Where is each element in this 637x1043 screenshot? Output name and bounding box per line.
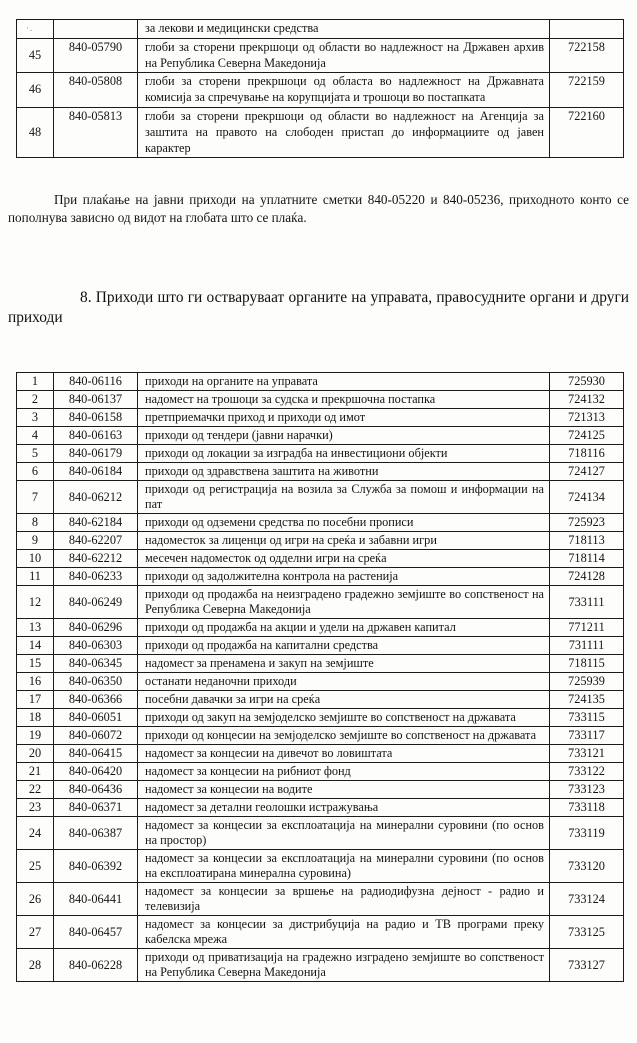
row-number-cell: 25 <box>17 850 54 883</box>
table-row <box>17 916 624 949</box>
table-row <box>17 655 624 673</box>
revenue-code-cell: 733121 <box>550 745 624 763</box>
account-number-cell: 840-06366 <box>54 691 138 709</box>
revenue-code-cell: 718116 <box>550 445 624 463</box>
revenue-code-cell: 724125 <box>550 427 624 445</box>
description-cell: приходи од регистрација на возила за Служба за помош и информации на пат <box>138 481 550 514</box>
account-number-cell: 840-06303 <box>54 637 138 655</box>
account-number-cell: 840-06072 <box>54 727 138 745</box>
description-cell: посебни давачки за игри на среќа <box>138 691 550 709</box>
row-number-cell: 15 <box>17 655 54 673</box>
description-cell: глоби за сторени прекршоци од области во надлежност на Државен архив на Република Северна Македонија <box>138 38 550 73</box>
revenue-code-cell: 722160 <box>550 107 624 157</box>
table-row <box>17 481 624 514</box>
account-number-cell: 840-06350 <box>54 673 138 691</box>
table-row <box>17 73 624 108</box>
table-row <box>17 38 624 73</box>
description-cell: приходи од здравствена заштита на животни <box>138 463 550 481</box>
row-number-cell: 21 <box>17 763 54 781</box>
table-row <box>17 745 624 763</box>
section-heading: 8. Приходи што ги остваруваат органите на управата, правосудните органи и други приходи <box>8 289 629 326</box>
description-cell: надомест за детални геолошки истражувања <box>138 799 550 817</box>
account-number-cell: 840-05808 <box>54 73 138 108</box>
row-number-cell: 22 <box>17 781 54 799</box>
table-row <box>17 391 624 409</box>
row-number-cell: 7 <box>17 481 54 514</box>
fines-table-body <box>17 20 624 158</box>
description-cell: месечен надоместок од одделни игри на среќа <box>138 550 550 568</box>
revenue-code-cell: 718114 <box>550 550 624 568</box>
row-number-cell: 4 <box>17 427 54 445</box>
revenue-code-cell: 733123 <box>550 781 624 799</box>
revenue-code-cell: 733125 <box>550 916 624 949</box>
account-number-cell: 840-06137 <box>54 391 138 409</box>
account-number-cell: 840-62207 <box>54 532 138 550</box>
row-number-cell: 27 <box>17 916 54 949</box>
description-cell: надомест за концесии за експлоатација на минерални суровини (по основ на простор) <box>138 817 550 850</box>
scan-artifact: ·. <box>26 23 34 33</box>
description-cell: приходи од концесии на земјоделско земјиште во сопственост на државата <box>138 727 550 745</box>
revenue-code-cell: 724135 <box>550 691 624 709</box>
account-number-cell: 840-06387 <box>54 817 138 850</box>
account-number-cell <box>54 20 138 39</box>
description-cell: претприемачки приход и приходи од имот <box>138 409 550 427</box>
description-cell: глоби за сторени прекршоци од областа во надлежност на Државната комисија за спречување на корупцијата и трошоци во постапката <box>138 73 550 108</box>
account-number-cell: 840-06179 <box>54 445 138 463</box>
revenue-code-cell: 733127 <box>550 949 624 982</box>
revenue-code-cell: 722159 <box>550 73 624 108</box>
row-number-cell: 48 <box>17 107 54 157</box>
account-number-cell: 840-06296 <box>54 619 138 637</box>
row-number-cell: 12 <box>17 586 54 619</box>
account-number-cell: 840-06158 <box>54 409 138 427</box>
row-number-cell <box>17 20 54 39</box>
description-cell: надомест за концесии на водите <box>138 781 550 799</box>
revenue-code-cell: 722158 <box>550 38 624 73</box>
description-cell: надомест за концесии на дивечот во ловиштата <box>138 745 550 763</box>
row-number-cell: 1 <box>17 373 54 391</box>
account-number-cell: 840-06420 <box>54 763 138 781</box>
table-row <box>17 20 624 39</box>
row-number-cell: 2 <box>17 391 54 409</box>
description-cell: надомест на трошоци за судска и прекршочна постапка <box>138 391 550 409</box>
account-number-cell: 840-06212 <box>54 481 138 514</box>
row-number-cell: 23 <box>17 799 54 817</box>
table-row <box>17 709 624 727</box>
revenue-code-cell: 724127 <box>550 463 624 481</box>
account-number-cell: 840-06415 <box>54 745 138 763</box>
account-number-cell: 840-06441 <box>54 883 138 916</box>
table-row <box>17 817 624 850</box>
row-number-cell: 24 <box>17 817 54 850</box>
account-number-cell: 840-06184 <box>54 463 138 481</box>
revenue-code-cell: 733117 <box>550 727 624 745</box>
revenue-code-cell: 724134 <box>550 481 624 514</box>
table-row <box>17 637 624 655</box>
description-cell: за лекови и медицински средства <box>138 20 550 39</box>
account-number-cell: 840-06116 <box>54 373 138 391</box>
revenues-table-body <box>17 373 624 982</box>
row-number-cell: 17 <box>17 691 54 709</box>
account-number-cell: 840-06371 <box>54 799 138 817</box>
account-number-cell: 840-06233 <box>54 568 138 586</box>
account-number-cell: 840-62184 <box>54 514 138 532</box>
table-row <box>17 532 624 550</box>
table-row <box>17 619 624 637</box>
row-number-cell: 20 <box>17 745 54 763</box>
description-cell: надомест за концесии за експлоатација на минерални суровини (по основ на експлоатирана минерална суровина) <box>138 850 550 883</box>
row-number-cell: 19 <box>17 727 54 745</box>
account-number-cell: 840-06345 <box>54 655 138 673</box>
table-row <box>17 427 624 445</box>
row-number-cell: 14 <box>17 637 54 655</box>
description-cell: приходи од одземени средства по посебни прописи <box>138 514 550 532</box>
revenue-code-cell: 733122 <box>550 763 624 781</box>
table-row <box>17 550 624 568</box>
description-cell: приходи од закуп на земјоделско земјиште во сопственост на државата <box>138 709 550 727</box>
description-cell: приходи од продажба на неизградено градежно земјиште во сопственост на Република Северна Македонија <box>138 586 550 619</box>
table-row <box>17 409 624 427</box>
revenue-code-cell: 721313 <box>550 409 624 427</box>
account-number-cell: 840-06436 <box>54 781 138 799</box>
account-number-cell: 840-62212 <box>54 550 138 568</box>
account-number-cell: 840-06163 <box>54 427 138 445</box>
description-cell: приходи од приватизација на градежно изградено земјиште во сопственост на Република Северна Македонија <box>138 949 550 982</box>
account-number-cell: 840-06051 <box>54 709 138 727</box>
row-number-cell: 45 <box>17 38 54 73</box>
revenue-code-cell: 733124 <box>550 883 624 916</box>
revenue-code-cell: 718115 <box>550 655 624 673</box>
revenue-code-cell: 725930 <box>550 373 624 391</box>
table-row <box>17 373 624 391</box>
table-row <box>17 445 624 463</box>
revenue-code-cell: 725939 <box>550 673 624 691</box>
row-number-cell: 18 <box>17 709 54 727</box>
table-row <box>17 883 624 916</box>
description-cell: надоместок за лиценци од игри на среќа и забавни игри <box>138 532 550 550</box>
table-row <box>17 514 624 532</box>
account-number-cell: 840-05790 <box>54 38 138 73</box>
description-cell: приходи од тендери (јавни нарачки) <box>138 427 550 445</box>
revenue-code-cell: 731111 <box>550 637 624 655</box>
row-number-cell: 11 <box>17 568 54 586</box>
account-number-cell: 840-06228 <box>54 949 138 982</box>
row-number-cell: 26 <box>17 883 54 916</box>
revenue-code-cell: 724128 <box>550 568 624 586</box>
revenue-code-cell: 733119 <box>550 817 624 850</box>
description-cell: приходи од локации за изградба на инвестициони објекти <box>138 445 550 463</box>
row-number-cell: 6 <box>17 463 54 481</box>
revenue-code-cell: 725923 <box>550 514 624 532</box>
row-number-cell: 5 <box>17 445 54 463</box>
description-cell: надомест за концесии за вршење на радиодифузна дејност - радио и телевизија <box>138 883 550 916</box>
row-number-cell: 46 <box>17 73 54 108</box>
row-number-cell: 13 <box>17 619 54 637</box>
table-row <box>17 107 624 157</box>
revenues-table <box>16 372 624 982</box>
row-number-cell: 10 <box>17 550 54 568</box>
description-cell: останати неданочни приходи <box>138 673 550 691</box>
table-row <box>17 463 624 481</box>
account-number-cell: 840-06249 <box>54 586 138 619</box>
row-number-cell: 8 <box>17 514 54 532</box>
table-row <box>17 850 624 883</box>
table-row <box>17 691 624 709</box>
description-cell: надомест за концесии за дистрибуција на радио и ТВ програми преку кабелска мрежа <box>138 916 550 949</box>
description-cell: надомест за пренамена и закуп на земјиште <box>138 655 550 673</box>
revenue-code-cell: 771211 <box>550 619 624 637</box>
account-number-cell: 840-05813 <box>54 107 138 157</box>
account-number-cell: 840-06392 <box>54 850 138 883</box>
description-cell: приходи од задолжителна контрола на растенија <box>138 568 550 586</box>
revenue-code-cell: 733111 <box>550 586 624 619</box>
account-number-cell: 840-06457 <box>54 916 138 949</box>
description-cell: приходи од продажба на акции и удели на државен капитал <box>138 619 550 637</box>
revenue-code-cell: 724132 <box>550 391 624 409</box>
table-row <box>17 799 624 817</box>
row-number-cell: 16 <box>17 673 54 691</box>
revenue-code-cell: 733120 <box>550 850 624 883</box>
revenue-code-cell: 718113 <box>550 532 624 550</box>
table-row <box>17 949 624 982</box>
payment-note-paragraph: При плаќање на јавни приходи на уплатните сметки 840-05220 и 840-05236, приходното конто се пополнува зависно од видот на глобата што се плаќа. <box>8 192 629 225</box>
description-cell: надомест за концесии на рибниот фонд <box>138 763 550 781</box>
description-cell: приходи на органите на управата <box>138 373 550 391</box>
description-cell: приходи од продажба на капитални средства <box>138 637 550 655</box>
table-row <box>17 763 624 781</box>
table-row <box>17 781 624 799</box>
row-number-cell: 3 <box>17 409 54 427</box>
description-cell: глоби за сторени прекршоци од области во надлежност на Агенција за заштита на правото на слободен пристап до информациите од јавен карактер <box>138 107 550 157</box>
revenue-code-cell: 733115 <box>550 709 624 727</box>
table-row <box>17 568 624 586</box>
revenue-code-cell: 733118 <box>550 799 624 817</box>
row-number-cell: 28 <box>17 949 54 982</box>
table-row <box>17 727 624 745</box>
table-row <box>17 586 624 619</box>
fines-table <box>16 19 624 158</box>
table-row <box>17 673 624 691</box>
row-number-cell: 9 <box>17 532 54 550</box>
revenue-code-cell <box>550 20 624 39</box>
